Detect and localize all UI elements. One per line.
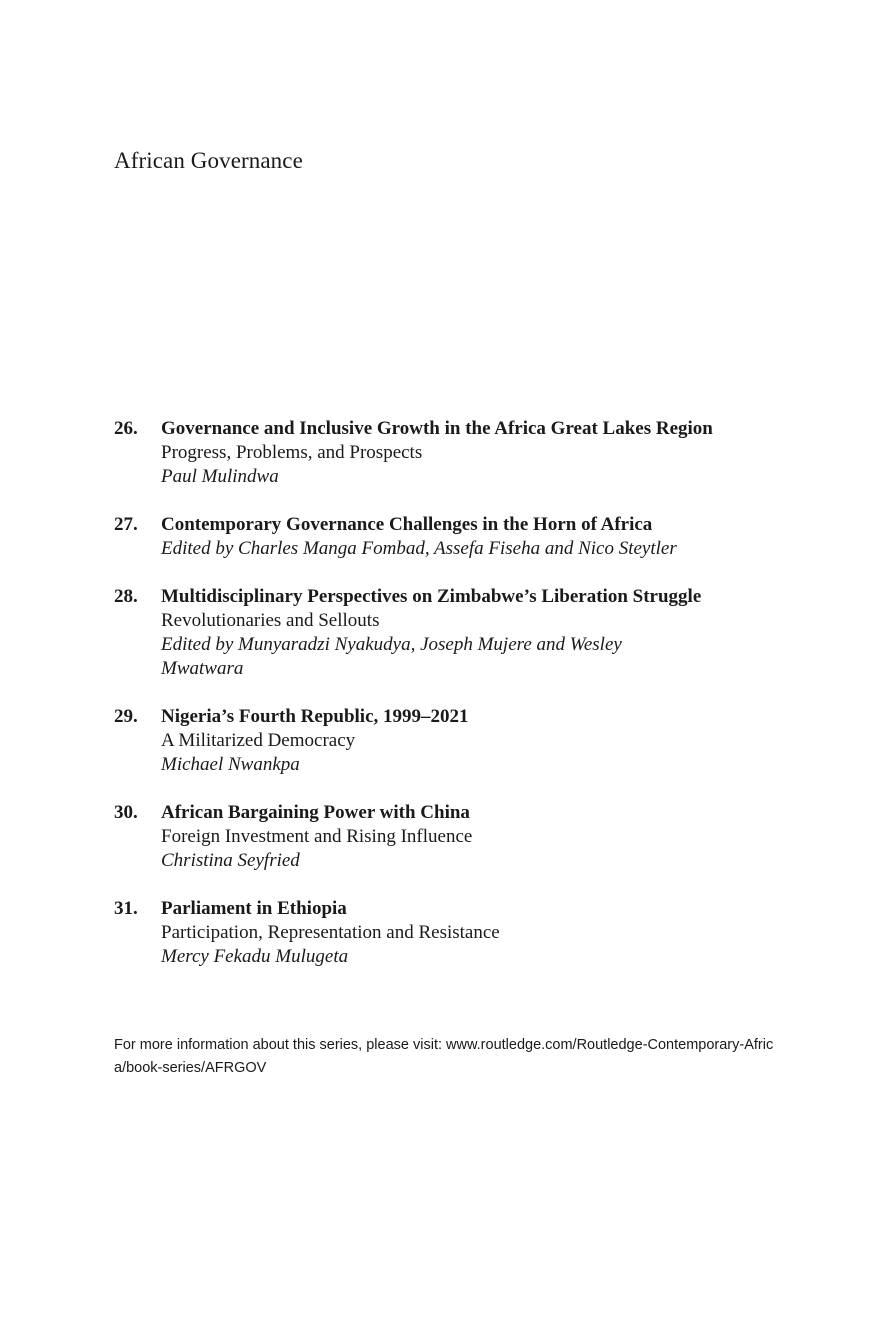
book-entry-29: [114, 705, 814, 777]
book-title: Nigeria’s Fourth Republic, 1999–2021: [161, 706, 469, 727]
book-entry-31: [114, 897, 814, 969]
book-subtitle: A Militarized Democracy: [161, 730, 356, 751]
book-author: Edited by Charles Manga Fombad, Assefa Fiseha and Nico Steytler: [161, 538, 677, 559]
book-title: Multidisciplinary Perspectives on Zimbabwe’s Liberation Struggle: [161, 586, 702, 607]
book-number: 28.: [114, 586, 138, 607]
book-title: Contemporary Governance Challenges in the Horn of Africa: [161, 514, 653, 535]
book-number: 31.: [114, 898, 138, 919]
book-author: Michael Nwankpa: [161, 754, 300, 775]
book-title: Governance and Inclusive Growth in the Africa Great Lakes Region: [161, 418, 713, 439]
book-author: Mercy Fekadu Mulugeta: [161, 946, 349, 967]
book-entry-27: [114, 513, 814, 561]
book-author: Edited by Munyaradzi Nyakudya, Joseph Mujere and Wesley Mwatwara: [161, 634, 622, 679]
book-entry-26: [114, 417, 814, 489]
book-number: 30.: [114, 802, 138, 823]
book-entry-28: [114, 585, 814, 681]
book-number: 26.: [114, 418, 138, 439]
book-subtitle: Progress, Problems, and Prospects: [161, 442, 423, 463]
series-info-note: For more information about this series, please visit: www.routledge.com/Routledge-Contemporary-Africa/book-series/AFRGOV: [114, 1036, 774, 1076]
book-entry-30: [114, 801, 814, 873]
series-title: African Governance: [114, 148, 303, 173]
book-author: Paul Mulindwa: [161, 466, 279, 487]
book-number: 29.: [114, 706, 138, 727]
book-subtitle: Foreign Investment and Rising Influence: [161, 826, 473, 847]
book-author: Christina Seyfried: [161, 850, 300, 871]
book-subtitle: Participation, Representation and Resistance: [161, 922, 500, 943]
book-list: [114, 417, 814, 993]
book-subtitle: Revolutionaries and Sellouts: [161, 610, 380, 631]
book-title: Parliament in Ethiopia: [161, 898, 347, 919]
book-number: 27.: [114, 514, 138, 535]
book-title: African Bargaining Power with China: [161, 802, 470, 823]
